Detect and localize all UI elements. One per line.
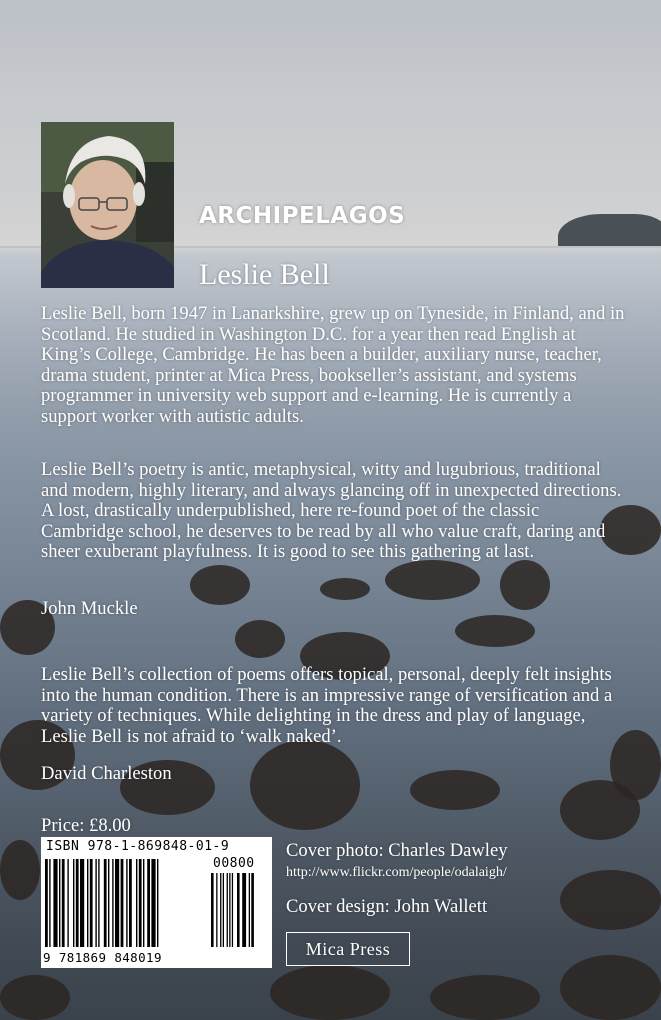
endorsement-author: John Muckle bbox=[41, 598, 138, 619]
book-title: ARCHIPELAGOS bbox=[199, 203, 406, 229]
isbn-barcode bbox=[41, 837, 272, 968]
author-name: Leslie Bell bbox=[199, 258, 330, 291]
barcode-bars bbox=[41, 837, 272, 968]
endorsement-text: Leslie Bell’s collection of poems offers topical, personal, deeply felt insights into the human condition. There is an impressive range of versification and a variety of techniques. While delighting in the dress and play of language, Leslie Bell is not afraid to ‘walk naked’. bbox=[41, 664, 613, 747]
endorsement-author: David Charleston bbox=[41, 763, 172, 784]
author-photo bbox=[41, 122, 174, 288]
publisher-logo: Mica Press bbox=[286, 932, 410, 966]
cover-photo-credit: Cover photo: Charles Dawley bbox=[286, 840, 508, 861]
endorsement-text: Leslie Bell’s poetry is antic, metaphysical, witty and lugubrious, traditional and modern, highly literary, and always glancing off in unexpected directions. A lost, drastically underpublished, here re-found poet of the classic Cambridge school, he deserves to be read by all who value craft, daring and sheer exuberant playfulness. It is good to see this gathering at last. bbox=[41, 459, 622, 562]
island-silhouette bbox=[558, 214, 661, 246]
cover-design-credit: Cover design: John Wallett bbox=[286, 896, 488, 917]
author-bio: Leslie Bell, born 1947 in Lanarkshire, grew up on Tyneside, in Finland, and in Scotland. He studied in Washington D.C. for a year then read English at King’s College, Cambridge. He has been a builder, auxiliary nurse, teacher, drama student, printer at Mica Press, bookseller’s assistant, and systems programmer in university web support and e-learning. He is currently a support worker with autistic adults. bbox=[41, 303, 625, 427]
ean-digits: 9 781869 848019 bbox=[43, 950, 162, 965]
price-code: 00800 bbox=[213, 856, 255, 871]
price-label: Price: £8.00 bbox=[41, 815, 131, 836]
isbn-number: ISBN 978-1-869848-01-9 bbox=[46, 839, 230, 854]
photo-source-url[interactable]: http://www.flickr.com/people/odalaigh/ bbox=[286, 865, 507, 880]
